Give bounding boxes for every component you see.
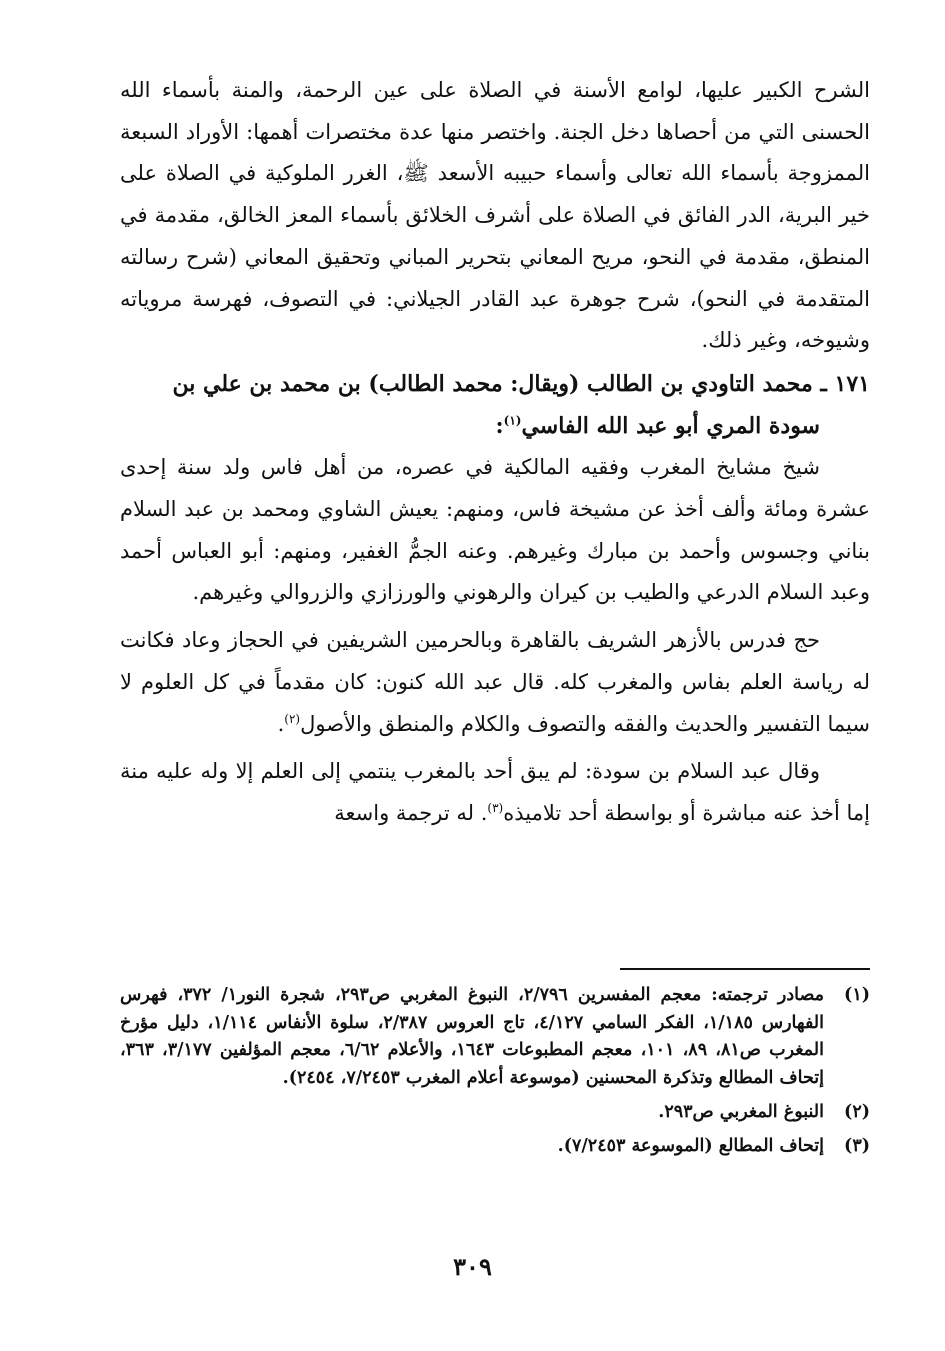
- text-line: حج فدرس بالأزهر الشريف بالقاهرة وبالحرمين الشريفين في الحجاز: [227, 628, 820, 653]
- paragraph-pilgrimage: [120, 620, 870, 745]
- footnote-text: النبوغ المغربي ص٢٩٣.: [658, 1101, 824, 1122]
- text-line: الغفير، ومنهم: أبو العباس أحمد وعبد السلام الدرعي والطيب بن كيران: [120, 538, 870, 605]
- footnote: [120, 1133, 870, 1161]
- footnote-number: (١): [844, 985, 870, 1005]
- footnote-ref: (٢): [284, 711, 301, 726]
- text-line: جوهرة عبد القادر الجيلاني: في التصوف، فهرسة مروياته وشيوخه، وغير ذلك.: [120, 286, 870, 353]
- paragraph-biography: [120, 447, 870, 614]
- page-number: ٣٠٩: [453, 1252, 492, 1281]
- paragraph-quote: [120, 751, 870, 834]
- footnote: [120, 1099, 870, 1127]
- footnote: [120, 982, 870, 1093]
- text-line: الغرر الملوكية في الصلاة على خير البرية، الدر الفائق في الصلاة على أشرف: [120, 161, 870, 228]
- text-line: . له ترجمة واسعة: [334, 800, 488, 825]
- text-line: المعاني بتحرير المباني وتحقيق المعاني (شرح رسالته المتقدمة في النحو)، شرح: [120, 244, 870, 311]
- text-line: شيخ مشايخ المغرب وفقيه المالكية في عصره، من أهل فاس ولد سنة: [176, 455, 820, 480]
- text-line: وله عليه منة إما أخذ عنه مباشرة أو بواسطة أحد تلاميذه: [120, 759, 870, 825]
- footnotes: [120, 982, 870, 1166]
- footnote-ref: (١): [503, 413, 522, 428]
- entry-heading: [120, 364, 870, 447]
- footnote-line: سلوة الأنفاس ١/١١٤، دليل مؤرخ المغرب ص٨١، ٨٩، ١٠١، معجم المطبوعات: [120, 1012, 824, 1061]
- footnote-line: مصادر ترجمته: معجم المفسرين ٢/٧٩٦، النبوغ المغربي ص٢٩٣، شجرة النور١/: [221, 985, 824, 1005]
- footnote-line: ٣٧٢، فهرس الفهارس ١/١٨٥، الفكر السامي ٤/١٢٧، تاج العروس ٢/٣٨٧،: [120, 985, 824, 1033]
- entry-heading-line: ١٧١ ـ محمد التاودي بن الطالب (ويقال: محمد الطالب) بن محمد بن علي بن: [172, 370, 870, 397]
- text-line: والمنطق والأصول: [300, 711, 455, 736]
- text-line: أهمها: الأوراد السبعة الممزوجة بأسماء الله تعالى وأسماء حبيبه الأسعد ﷺ،: [120, 119, 870, 186]
- text-line: بأسماء الله الحسنى التي من أحصاها دخل الجنة. واختصر منها عدة مختصرات: [120, 78, 870, 144]
- text-line: إحدى عشرة ومائة وألف أخذ عن مشيخة فاس، ومنهم: يعيش الشاوي: [120, 455, 871, 522]
- text-period: .: [277, 711, 285, 736]
- footnote-number: (٢): [844, 1101, 870, 1122]
- entry-heading-line: سودة المري أبو عبد الله الفاسي: [521, 412, 820, 439]
- footnote-line: المحسنين (موسوعة أعلام المغرب ٧/٢٤٥٣، ٢٤٥٤).: [282, 1068, 657, 1089]
- paragraph-works: [120, 70, 870, 362]
- text-line: وقال عبد السلام بن سودة: لم يبق أحد بالمغرب ينتمي إلى العلم إلا: [235, 759, 820, 784]
- entry-heading-continuation: [120, 406, 870, 448]
- text-line: الخلائق بأسماء المعز الخالق، مقدمة في المنطق، مقدمة في النحو، مريح: [120, 203, 870, 269]
- footnote-ref: (٣): [487, 800, 504, 815]
- text-line: الشرح الكبير عليها، لوامع الأسنة في الصلاة على عين الرحمة، والمنة: [231, 78, 870, 102]
- page-body: [120, 70, 870, 835]
- footnote-number: (٣): [844, 1135, 870, 1156]
- text-line: وعاد فكانت له رياسة العلم بفاس والمغرب كله. قال عبد الله كنون: كان: [120, 628, 870, 694]
- footnote-text: [120, 982, 824, 1093]
- text-line: ومحمد بن عبد السلام بناني وجسوس وأحمد بن مبارك وغيرهم. وعنه الجمُّ: [120, 497, 870, 563]
- footnote-text: إتحاف المطالع (الموسوعة ٧/٢٤٥٣).: [557, 1135, 824, 1156]
- entry-heading-colon: :: [495, 412, 504, 439]
- footnote-separator: [620, 968, 870, 970]
- footnote-line: ١٦٤٣، والأعلام ٦/٦٢، معجم المؤلفين ٣/١٧٧، ٣٦٣، إتحاف المطالع وتذكرة: [120, 1040, 824, 1089]
- text-line: مقدماً في كل العلوم لا سيما التفسير والحديث والفقه والتصوف والكلام: [120, 669, 870, 736]
- text-line: والرهوني والورزازي والزروالي وغيرهم.: [192, 580, 533, 605]
